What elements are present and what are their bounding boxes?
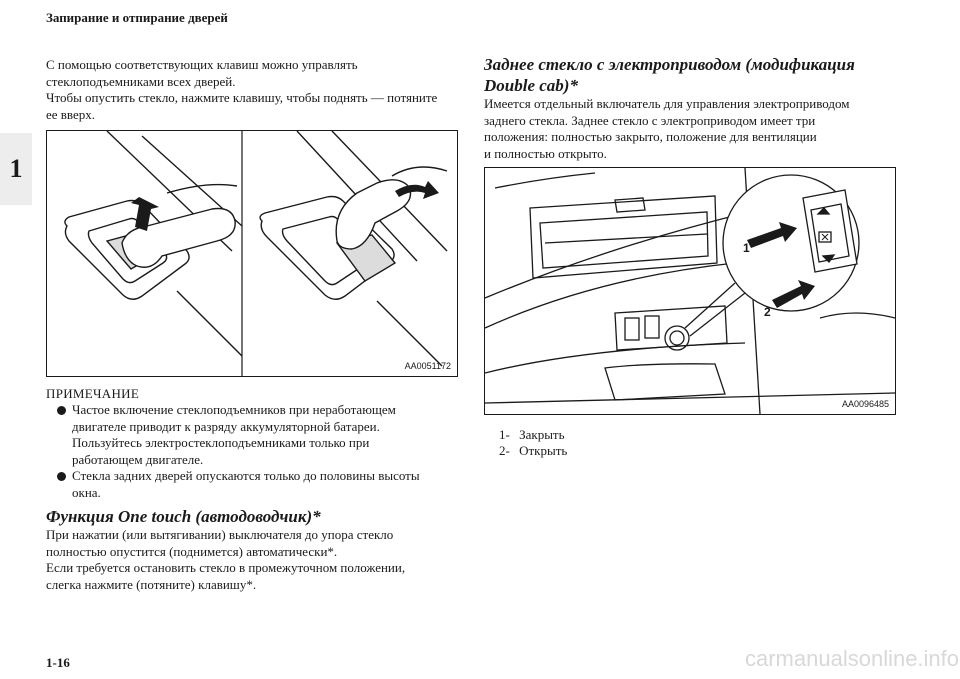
intro-line: С помощью соответствующих клавиш можно управлять bbox=[46, 57, 358, 72]
section-heading: Функция One touch (автодоводчик)* bbox=[46, 507, 321, 526]
section-rear-window bbox=[484, 54, 904, 162]
body-line: При нажатии (или вытягивании) выключателя до упора стекло bbox=[46, 527, 394, 542]
section-heading-line: Заднее стекло с электроприводом (модификация bbox=[484, 55, 855, 74]
body-line: Имеется отдельный включатель для управления электроприводом bbox=[484, 96, 850, 111]
intro-line: стеклоподъемниками всех дверей. bbox=[46, 73, 236, 89]
note-item bbox=[57, 402, 457, 468]
note-line: Пользуйтесь электростеклоподъемниками только при bbox=[72, 435, 370, 450]
callout-label-1: 1 bbox=[743, 241, 750, 255]
note-line: Стекла задних дверей опускаются только до половины высоты bbox=[72, 468, 420, 483]
note-line: двигателе приводит к разряду аккумуляторной батареи. bbox=[72, 418, 380, 434]
dashboard-illustration bbox=[485, 168, 895, 414]
running-header: Запирание и отпирание дверей bbox=[46, 10, 228, 25]
chapter-tab-number: 1 bbox=[9, 154, 23, 183]
note-item bbox=[57, 468, 457, 501]
intro-text bbox=[46, 57, 456, 123]
intro-line: Чтобы опустить стекло, нажмите клавишу, чтобы поднять — потяните bbox=[46, 90, 438, 105]
legend-item bbox=[499, 443, 567, 459]
window-switch-figure bbox=[46, 130, 458, 377]
note-line: Частое включение стеклоподъемников при неработающем bbox=[72, 402, 396, 417]
body-line: и полностью открыто. bbox=[484, 145, 607, 161]
legend-number: 1- bbox=[499, 427, 510, 442]
body-line: полностью опустится (поднимется) автоматически*. bbox=[46, 543, 338, 559]
note-line: работающем двигателе. bbox=[72, 451, 204, 467]
body-line: Если требуется остановить стекло в промежуточном положении, bbox=[46, 560, 406, 575]
rear-window-switch-figure bbox=[484, 167, 896, 415]
bullet-icon bbox=[57, 472, 66, 481]
figure-legend bbox=[499, 427, 567, 459]
watermark-text: carmanualsonline.info bbox=[745, 646, 960, 671]
page-number: 1-16 bbox=[46, 655, 70, 670]
legend-text: Открыть bbox=[519, 443, 568, 458]
note-line: окна. bbox=[72, 484, 101, 500]
figure-code: AA0096485 bbox=[841, 399, 889, 409]
section-heading-line: Double cab)* bbox=[484, 76, 578, 95]
chapter-tab bbox=[0, 133, 32, 205]
body-line: заднего стекла. Заднее стекло с электроприводом имеет три bbox=[484, 112, 816, 128]
legend-item bbox=[499, 427, 567, 443]
legend-number: 2- bbox=[499, 443, 510, 458]
body-line: слегка нажмите (потяните) клавишу*. bbox=[46, 576, 257, 592]
callout-label-2: 2 bbox=[764, 305, 771, 319]
intro-line: ее вверх. bbox=[46, 106, 96, 122]
figure-code: AA0051172 bbox=[404, 361, 451, 371]
window-switch-illustration bbox=[47, 131, 457, 376]
bullet-icon bbox=[57, 406, 66, 415]
section-one-touch bbox=[46, 506, 456, 593]
body-line: положения: полностью закрыто, положение для вентиляции bbox=[484, 129, 817, 144]
legend-text: Закрыть bbox=[519, 427, 565, 442]
note-title: ПРИМЕЧАНИЕ bbox=[46, 386, 140, 401]
